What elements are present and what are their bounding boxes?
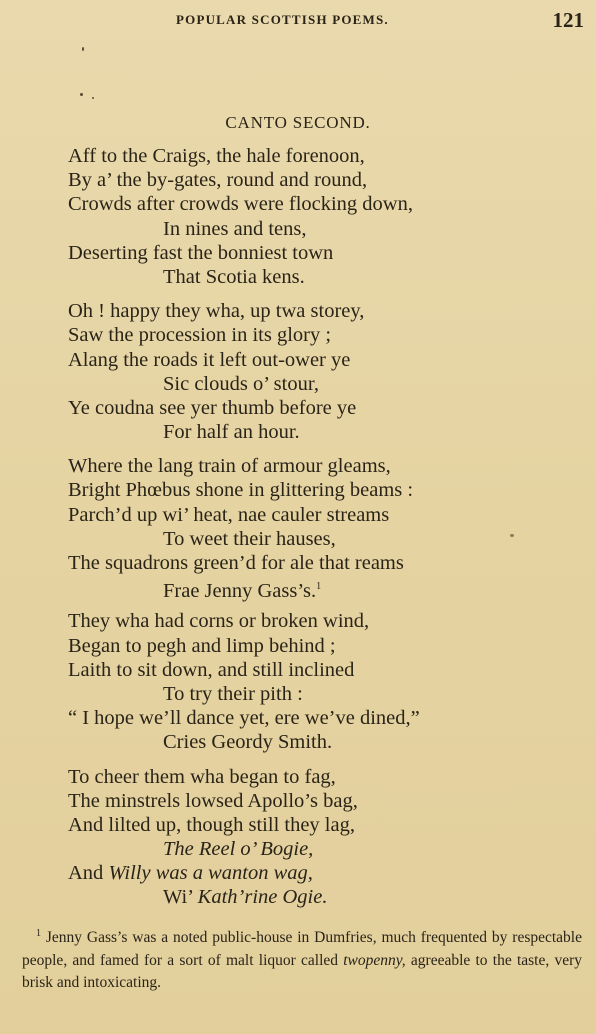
poem-line: Bright Phœbus shone in glittering beams : xyxy=(68,479,414,502)
poem-line: In nines and tens, xyxy=(163,217,307,240)
poem-line: The squadrons green’d for ale that reams xyxy=(68,552,404,574)
poem-line: Parch’d up wi’ heat, nae cauler streams xyxy=(68,503,390,526)
stanza xyxy=(68,765,578,910)
poem-line: Saw the procession in its glory ; xyxy=(68,324,332,347)
poem-line: To try their pith : xyxy=(163,682,303,705)
stanza xyxy=(68,299,578,444)
page-header xyxy=(0,8,596,34)
footnote xyxy=(22,923,582,995)
page-number: 121 xyxy=(552,8,584,32)
poem-line: Where the lang train of armour gleams, xyxy=(68,455,391,478)
poem xyxy=(68,144,578,920)
poem-line: “ I hope we’ll dance yet, ere we’ve dined,” xyxy=(68,707,420,730)
stanza xyxy=(68,454,578,603)
poem-line: And lilted up, though still they lag, xyxy=(68,813,355,836)
footnote-text: Jenny Gass’s was a noted public-house in Dumfries, much frequented by respectable people, and famed for a sort of malt liquor called xyxy=(22,929,582,969)
poem-line: Began to pegh and limp behind ; xyxy=(68,634,336,657)
poem-line: Frae Jenny Gass’s.$^1$ xyxy=(163,580,322,603)
poem-line: Ye coudna see yer thumb before ye xyxy=(68,396,357,419)
footnote-italic: twopenny, xyxy=(343,951,406,969)
poem-line: Alang the roads it left out-ower ye xyxy=(68,348,351,371)
poem-line: To weet their hauses, xyxy=(163,527,336,550)
print-speck xyxy=(80,93,83,96)
footnote-marker: 1 xyxy=(36,928,41,939)
poem-line: And Willy was a wanton wag, xyxy=(68,862,313,885)
stanza xyxy=(68,609,578,754)
poem-line: For half an hour. xyxy=(163,421,300,444)
print-speck xyxy=(82,47,84,51)
poem-line: The minstrels lowsed Apollo’s bag, xyxy=(68,789,358,812)
poem-line: Cries Geordy Smith. xyxy=(163,731,333,754)
footnote-text-end: agreeable to the taste, very brisk and intoxicating. xyxy=(22,951,582,992)
print-speck xyxy=(92,97,94,99)
running-title: POPULAR SCOTTISH POEMS. xyxy=(176,12,389,27)
poem-line: Wi’ Kath’rine Ogie. xyxy=(163,886,328,909)
poem-line: Laith to sit down, and still inclined xyxy=(68,658,355,681)
poem-line: By a’ the by-gates, round and round, xyxy=(68,169,368,192)
poem-line: To cheer them wha began to fag, xyxy=(68,765,336,788)
poem-line: Crowds after crowds were flocking down, xyxy=(68,193,413,216)
canto-title: CANTO SECOND. xyxy=(225,113,371,132)
poem-line: Sic clouds o’ stour, xyxy=(163,372,319,395)
poem-line: The Reel o’ Bogie, xyxy=(163,838,314,861)
poem-line: Oh ! happy they wha, up twa storey, xyxy=(68,300,365,323)
poem-line: Aff to the Craigs, the hale forenoon, xyxy=(68,145,365,167)
poem-line: That Scotia kens. xyxy=(163,265,305,288)
footnote-ref: 1 xyxy=(316,581,322,593)
poem-line: Deserting fast the bonniest town xyxy=(68,241,334,264)
poem-line: They wha had corns or broken wind, xyxy=(68,610,370,633)
stanza xyxy=(68,144,578,289)
